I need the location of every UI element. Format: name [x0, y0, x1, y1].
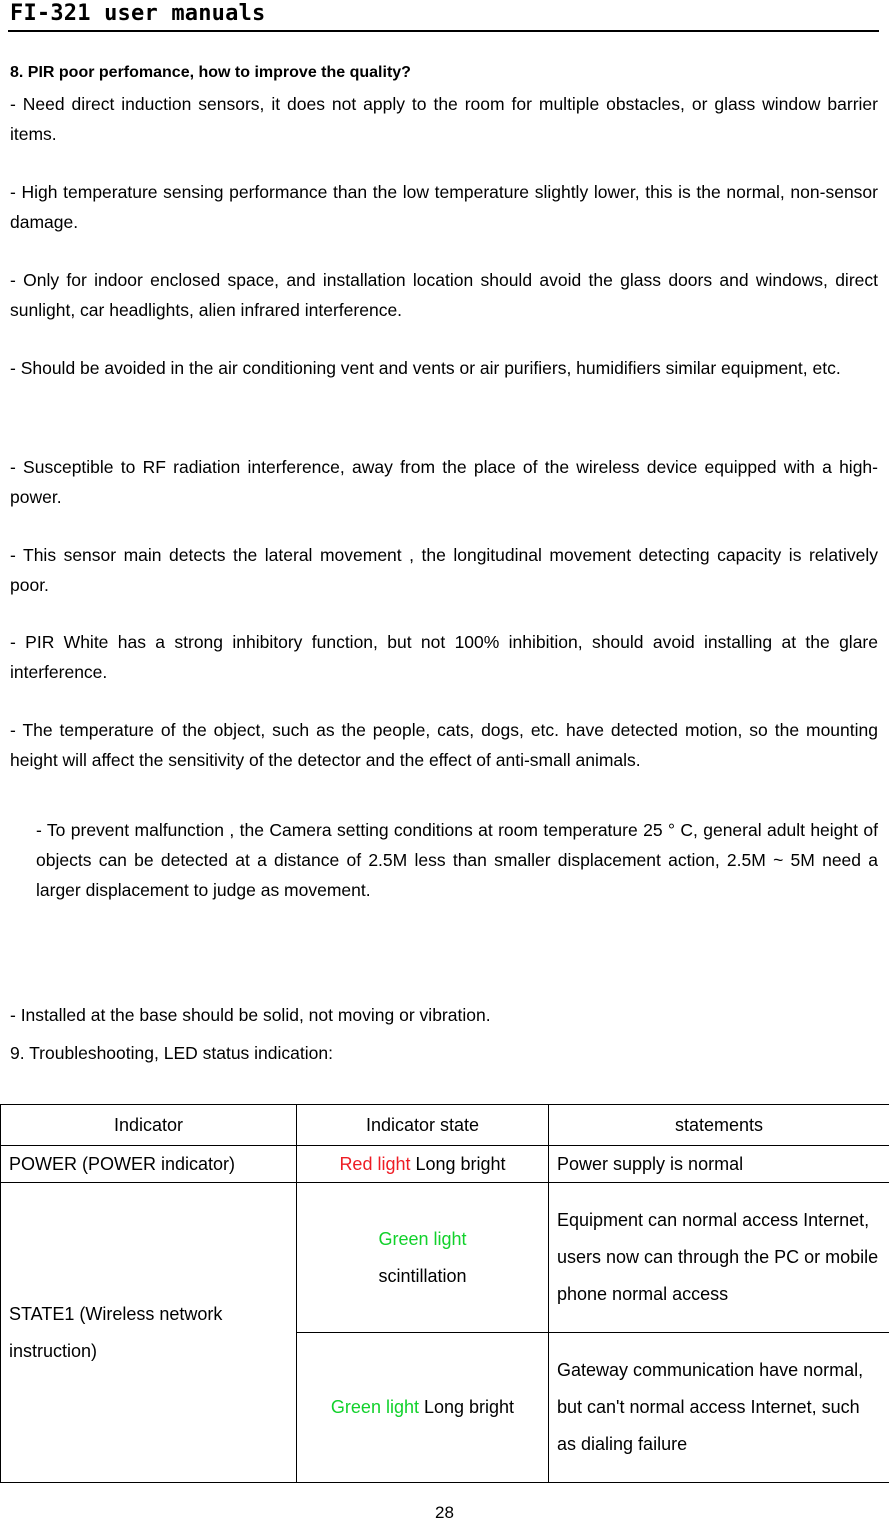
section-8-heading: 8. PIR poor perfomance, how to improve the quality? [10, 64, 411, 81]
paragraph-base-solid: - Installed at the base should be solid, not moving or vibration. [10, 1005, 491, 1025]
header-indicator: Indicator [1, 1105, 297, 1146]
indicator-cell: POWER (POWER indicator) [1, 1146, 297, 1183]
state-text: Long bright [410, 1154, 506, 1174]
header-statements: statements [549, 1105, 889, 1146]
paragraph-lateral-movement: - This sensor main detects the lateral movement , the longitudinal movement detecting capacity is relatively poor. [10, 545, 878, 595]
header-indicator-state: Indicator state [297, 1105, 549, 1146]
table-header-row [1, 1105, 889, 1146]
led-status-table [0, 1104, 889, 1483]
statement-cell: Power supply is normal [549, 1146, 889, 1183]
section-9-heading: 9. Troubleshooting, LED status indication: [10, 1043, 333, 1063]
indicator-state-cell [297, 1183, 549, 1333]
header-rule [8, 30, 879, 32]
indicator-cell: STATE1 (Wireless network instruction) [1, 1183, 297, 1483]
state-text: scintillation [378, 1265, 467, 1286]
paragraph-indoor-only: - Only for indoor enclosed space, and installation location should avoid the glass doors and windows, direct sunlight, car headlights, alien infrared interference. [10, 270, 878, 320]
indicator-state-cell [297, 1146, 549, 1183]
statement-cell: Gateway communication have normal, but can't normal access Internet, such as dialing failure [549, 1333, 889, 1483]
green-light-label: Green light [330, 1397, 419, 1417]
green-light-label: Green light [378, 1228, 467, 1249]
table-row [1, 1183, 889, 1333]
red-light-label: Red light [339, 1154, 411, 1174]
paragraph-object-temperature: - The temperature of the object, such as the people, cats, dogs, etc. have detected motion, so the mounting height will affect the sensitivity of the detector and the effect of anti-small animals. [10, 720, 878, 770]
paragraph-rf-interference: - Susceptible to RF radiation interference, away from the place of the wireless device equipped with a high-power. [10, 457, 878, 507]
table-row [1, 1146, 889, 1183]
paragraph-high-temperature: - High temperature sensing performance than the low temperature slightly lower, this is the normal, non-sensor damage. [10, 182, 878, 232]
paragraph-prevent-malfunction: - To prevent malfunction , the Camera setting conditions at room temperature 25 ° C, general adult height of objects can be detected at a distance of 2.5M less than smaller displacement action, 2.5M ~ 5M need a larger displacement to judge as movement. [36, 820, 878, 900]
paragraph-direct-induction: - Need direct induction sensors, it does not apply to the room for multiple obstacles, or glass window barrier items. [10, 94, 878, 144]
header-title: FI-321 user manuals [10, 1, 266, 26]
state-text: Long bright [418, 1397, 515, 1417]
paragraph-air-conditioning: - Should be avoided in the air conditioning vent and vents or air purifiers, humidifiers similar equipment, etc. [10, 358, 841, 378]
paragraph-pir-white: - PIR White has a strong inhibitory function, but not 100% inhibition, should avoid installing at the glare interference. [10, 632, 878, 682]
indicator-state-cell [297, 1333, 549, 1483]
page-number: 28 [435, 1503, 454, 1522]
statement-cell: Equipment can normal access Internet, users now can through the PC or mobile phone normal access [549, 1183, 889, 1333]
